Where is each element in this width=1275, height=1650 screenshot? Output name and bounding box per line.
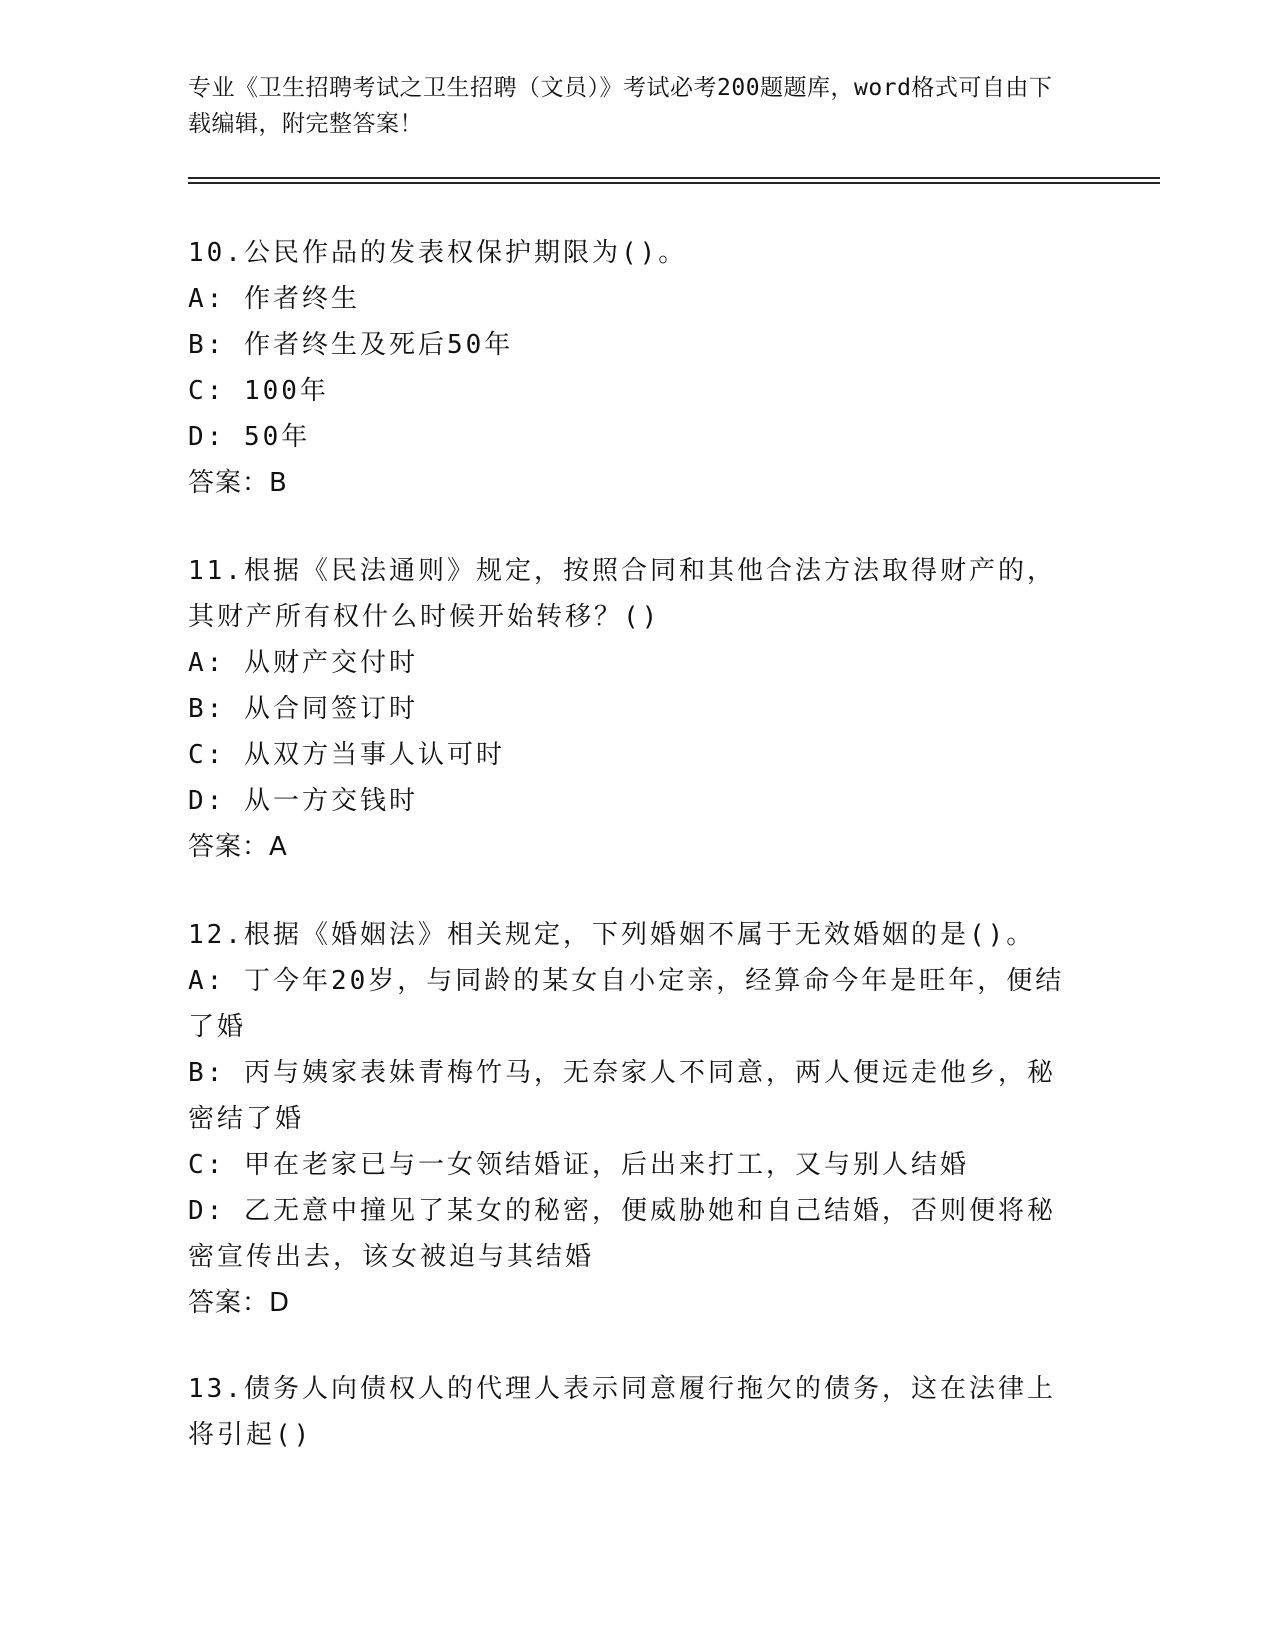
- question-11: [188, 548, 1078, 870]
- question-12: [188, 912, 1078, 1326]
- option-d: D: 50年: [188, 422, 311, 452]
- question-10: [188, 230, 1078, 506]
- header-rule-top: [188, 177, 1160, 179]
- answer: 答案：A: [188, 832, 288, 862]
- answer: 答案：B: [188, 468, 288, 498]
- question-stem: 10.公民作品的发表权保护期限为()。: [188, 238, 688, 268]
- option-b: B: 作者终生及死后50年: [188, 330, 514, 360]
- option-a: A: 丁今年20岁，与同龄的某女自小定亲，经算命今年是旺年，便结了婚: [188, 966, 1065, 1042]
- option-b: B: 从合同签订时: [188, 694, 418, 724]
- option-a: A: 从财产交付时: [188, 648, 418, 678]
- question-stem: 12.根据《婚姻法》相关规定，下列婚姻不属于无效婚姻的是()。: [188, 920, 1036, 950]
- option-c: C: 100年: [188, 376, 329, 406]
- header-rule-bottom: [188, 182, 1160, 184]
- option-c: C: 甲在老家已与一女领结婚证，后出来打工，又与别人结婚: [188, 1150, 969, 1180]
- question-stem: 13.债务人向债权人的代理人表示同意履行拖欠的债务，这在法律上将引起(): [188, 1374, 1056, 1450]
- document-header: 专业《卫生招聘考试之卫生招聘（文员）》考试必考200题题库，word格式可自由下载编辑，附完整答案！: [188, 75, 1053, 137]
- option-c: C: 从双方当事人认可时: [188, 740, 505, 770]
- option-b: B: 丙与姨家表妹青梅竹马，无奈家人不同意，两人便远走他乡，秘密结了婚: [188, 1058, 1056, 1134]
- question-stem: 11.根据《民法通则》规定，按照合同和其他合法方法取得财产的，其财产所有权什么时候开始转移？(): [188, 556, 1056, 632]
- option-a: A: 作者终生: [188, 284, 360, 314]
- question-13: [188, 1366, 1078, 1458]
- option-d: D: 从一方交钱时: [188, 786, 418, 816]
- option-d: D: 乙无意中撞见了某女的秘密，便威胁她和自己结婚，否则便将秘密宣传出去，该女被迫与其结婚: [188, 1196, 1056, 1272]
- answer: 答案：D: [188, 1288, 291, 1318]
